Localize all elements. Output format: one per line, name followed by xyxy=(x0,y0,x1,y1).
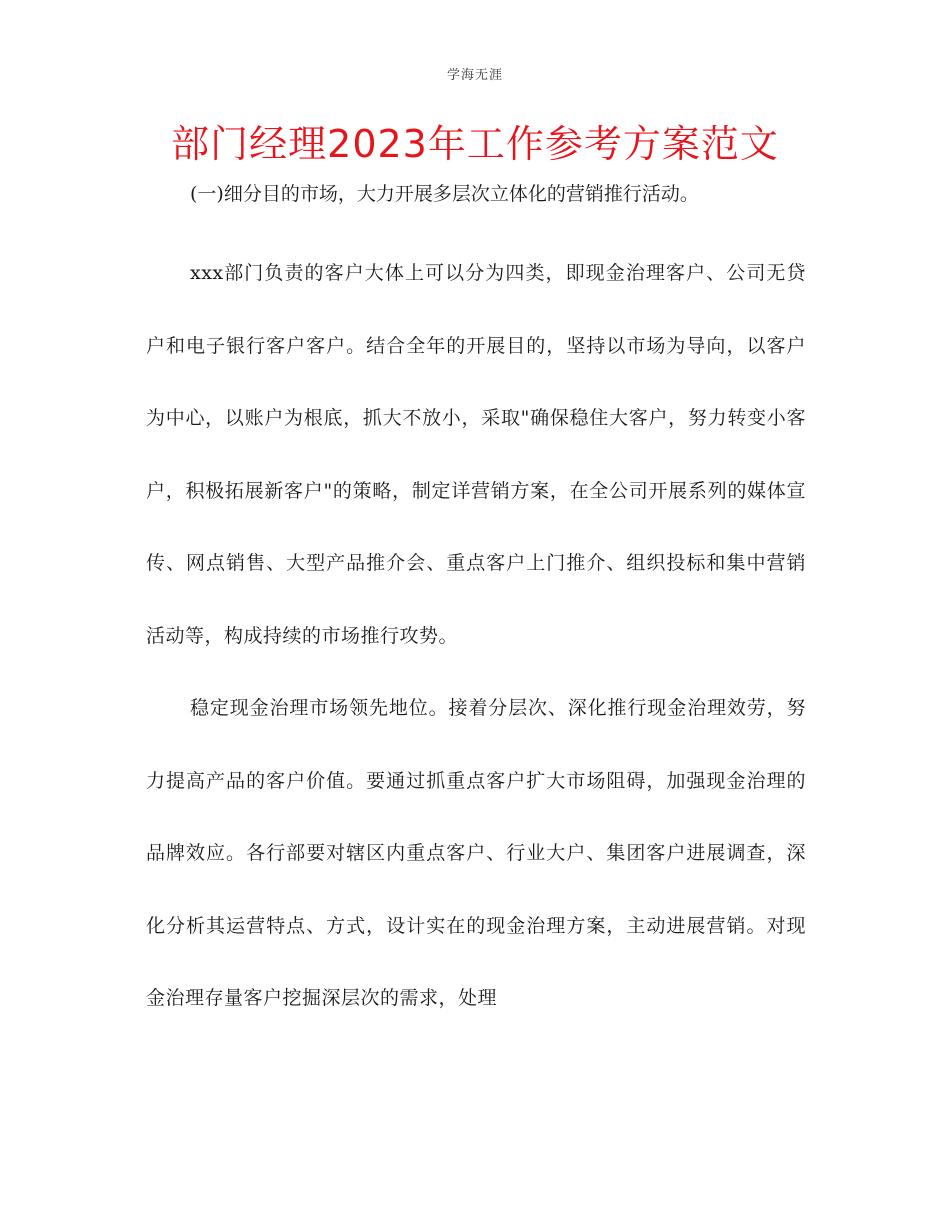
page-header: 学海无涯 xyxy=(446,68,503,83)
paragraph-1: xxx部门负责的客户大体上可以分为四类，即现金治理客户、公司无贷户和电子银行客户客户。结合全年的开展目的，坚持以市场为导向，以客户为中心，以账户为根底，抓大不放小，采取"确保稳住大客户，努力转变小客户，积极拓展新客户"的策略，制定详营销方案，在全公司开展系列的媒体宣传、网点销售、大型产品推介会、重点客户上门推介、组织投标和集中营销活动等，构成持续的市场推行攻势。 xyxy=(146,262,806,647)
document-title: 部门经理2023年工作参考方案范文 xyxy=(171,122,779,166)
paragraph-2: 稳定现金治理市场领先地位。接着分层次、深化推行现金治理效劳，努力提高产品的客户价值。要通过抓重点客户扩大市场阻碍，加强现金治理的品牌效应。各行部要对辖区内重点客户、行业大户、集团客户进展调查，深化分析其运营特点、方式，设计实在的现金治理方案，主动进展营销。对现金治理存量客户挖掘深层次的需求，处理 xyxy=(146,697,806,1009)
section-heading: (一)细分目的市场，大力开展多层次立体化的营销推行活动。 xyxy=(190,183,699,205)
document-body xyxy=(146,237,806,1035)
